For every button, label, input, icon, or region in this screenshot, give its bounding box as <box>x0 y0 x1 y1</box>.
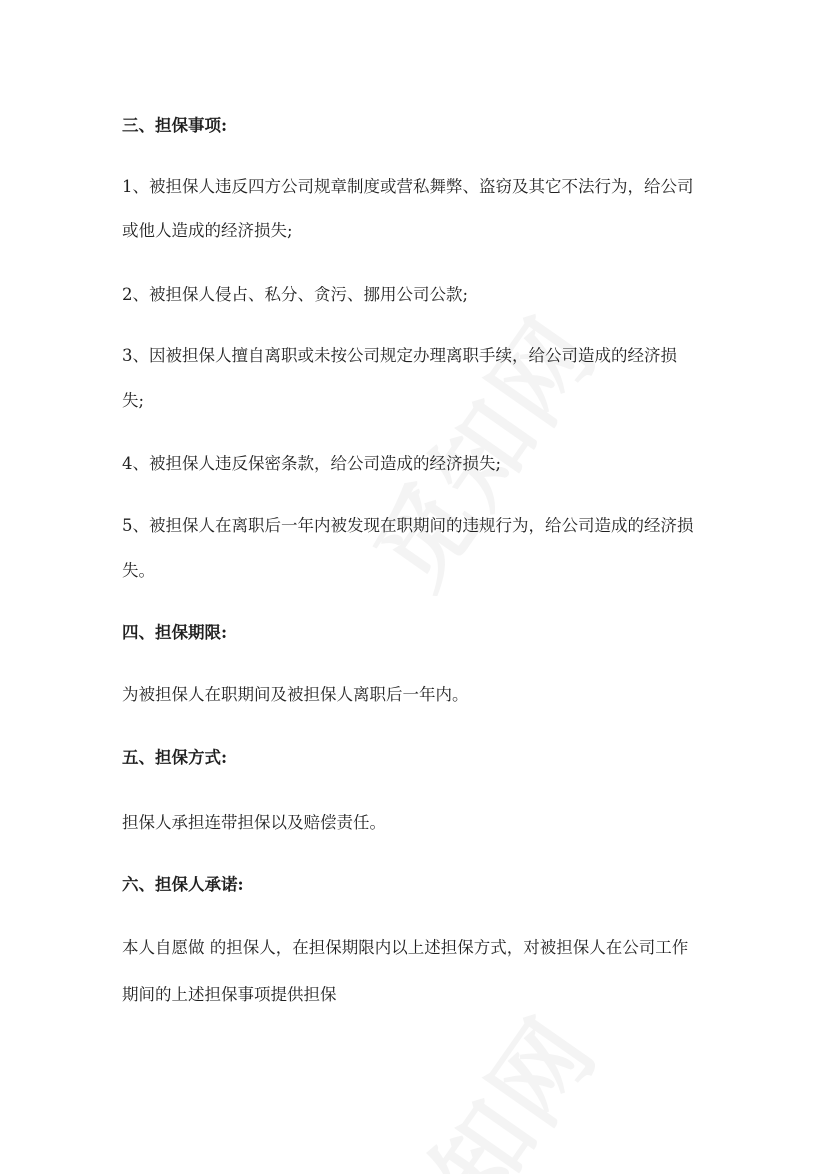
section-heading-guarantee-items: 三、担保事项: <box>122 116 228 135</box>
paragraph-line: 4、被担保人违反保密条款，给公司造成的经济损失; <box>122 454 502 473</box>
watermark <box>338 986 622 1174</box>
paragraph-line: 1、被担保人违反四方公司规章制度或营私舞弊、盗窃及其它不法行为，给公司 <box>122 177 694 196</box>
paragraph-line: 或他人造成的经济损失; <box>122 221 293 240</box>
section-heading-guarantee-period: 四、担保期限: <box>122 623 228 642</box>
paragraph-line: 本人自愿做 的担保人，在担保期限内以上述担保方式，对被担保人在公司工作 <box>122 938 689 957</box>
paragraph-line: 失; <box>122 391 145 410</box>
paragraph-line: 为被担保人在职期间及被担保人离职后一年内。 <box>122 685 469 704</box>
paragraph-line: 担保人承担连带担保以及赔偿责任。 <box>122 813 386 832</box>
paragraph-line: 3、因被担保人擅自离职或未按公司规定办理离职手续，给公司造成的经济损 <box>122 346 677 365</box>
paragraph-line: 失。 <box>122 561 155 580</box>
section-heading-guarantor-commitment: 六、担保人承诺: <box>122 875 244 894</box>
paragraph-line: 5、被担保人在离职后一年内被发现在职期间的违规行为，给公司造成的经济损 <box>122 516 694 535</box>
paragraph-line: 2、被担保人侵占、私分、贪污、挪用公司公款; <box>122 285 469 304</box>
section-heading-guarantee-method: 五、担保方式: <box>122 748 228 767</box>
paragraph-line: 期间的上述担保事项提供担保 <box>122 985 337 1004</box>
